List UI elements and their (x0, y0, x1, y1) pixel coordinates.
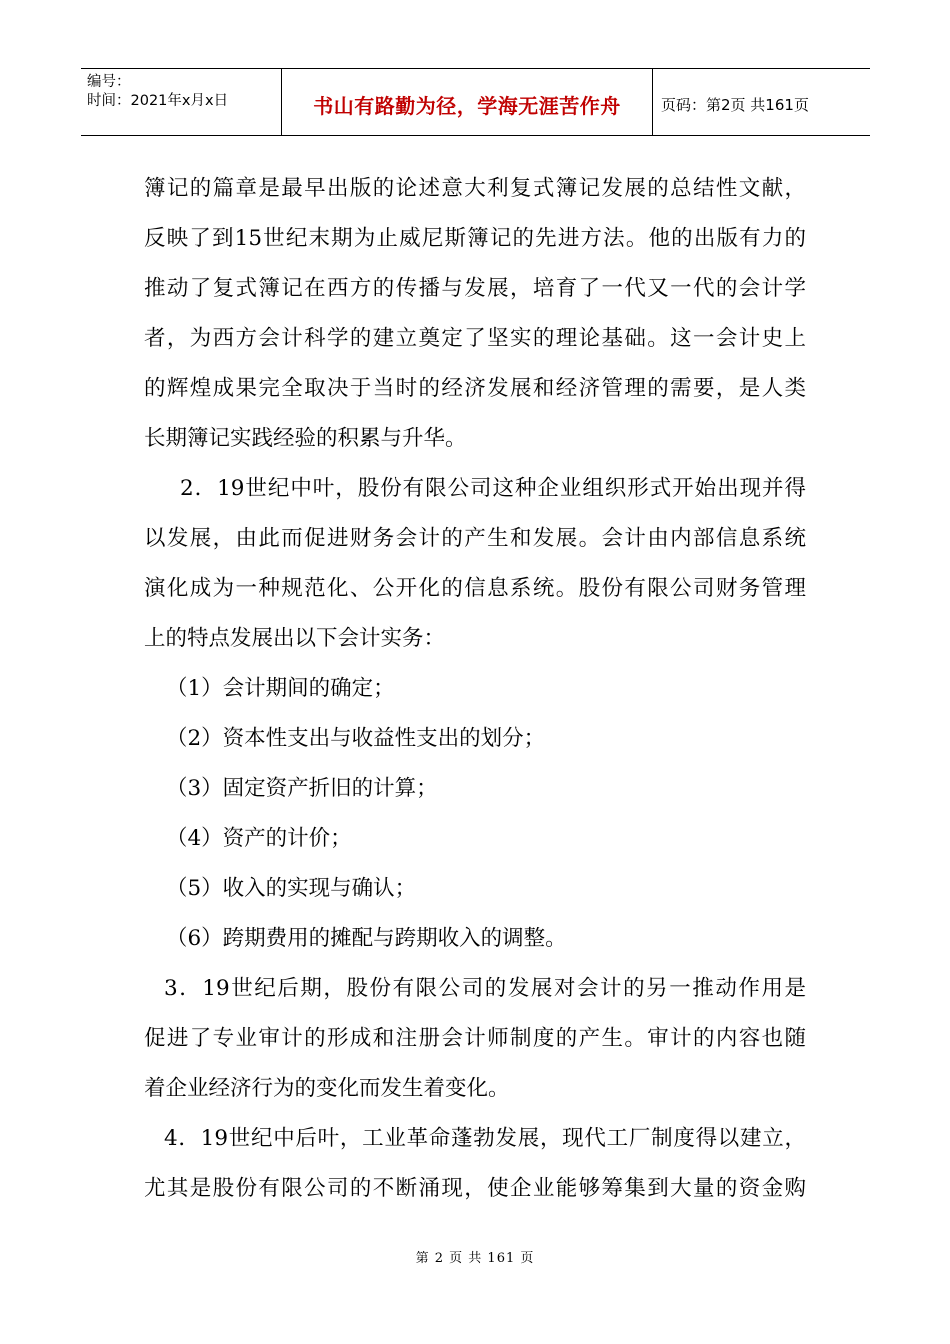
document-body (144, 164, 806, 1214)
header-page-cell (653, 69, 870, 135)
list-item: （1）会计期间的确定； (166, 676, 395, 701)
list-item: （5）收入的实现与确认； (166, 876, 417, 901)
body-line: 以发展，由此而促进财务会计的产生和发展。会计由内部信息系统 (144, 526, 806, 551)
body-line: 的辉煌成果完全取决于当时的经济发展和经济管理的需要，是人类 (144, 376, 806, 401)
body-line: 促进了专业审计的形成和注册会计师制度的产生。审计的内容也随 (144, 1026, 806, 1051)
document-number-label: 编号： (87, 74, 131, 90)
header-motto-cell (282, 69, 653, 135)
header-motto: 书山有路勤为径，学海无涯苦作舟 (313, 93, 621, 118)
list-item: （2）资本性支出与收益性支出的划分； (166, 726, 546, 751)
list-item: （6）跨期费用的摊配与跨期收入的调整。 (166, 926, 567, 951)
body-line: 3．19世纪后期，股份有限公司的发展对会计的另一推动作用是 (164, 976, 806, 1001)
document-header (81, 68, 870, 136)
list-item: （4）资产的计价； (166, 826, 352, 851)
body-line: 4．19世纪中后叶，工业革命蓬勃发展，现代工厂制度得以建立， (164, 1126, 806, 1151)
header-page-label: 页码：第2页 共161页 (661, 95, 809, 114)
document-date-label: 时间：2021年x月x日 (87, 93, 229, 109)
body-line: 者，为西方会计科学的建立奠定了坚实的理论基础。这一会计史上 (144, 326, 806, 351)
body-line: 着企业经济行为的变化而发生着变化。 (144, 1076, 510, 1101)
body-line: 上的特点发展出以下会计实务： (144, 626, 446, 651)
body-line: 推动了复式簿记在西方的传播与发展，培育了一代又一代的会计学 (144, 276, 806, 301)
list-item: （3）固定资产折旧的计算； (166, 776, 438, 801)
body-line: 尤其是股份有限公司的不断涌现，使企业能够筹集到大量的资金购 (144, 1176, 806, 1201)
body-line: 反映了到15世纪末期为止威尼斯簿记的先进方法。他的出版有力的 (144, 226, 806, 251)
body-line: 簿记的篇章是最早出版的论述意大利复式簿记发展的总结性文献， (144, 176, 806, 201)
header-meta-cell (81, 69, 282, 135)
body-line: 2．19世纪中叶，股份有限公司这种企业组织形式开始出现并得 (180, 476, 806, 501)
page-footer: 第 2 页 共 161 页 (415, 1251, 535, 1266)
body-line: 长期簿记实践经验的积累与升华。 (144, 426, 467, 451)
body-line: 演化成为一种规范化、公开化的信息系统。股份有限公司财务管理 (144, 576, 806, 601)
